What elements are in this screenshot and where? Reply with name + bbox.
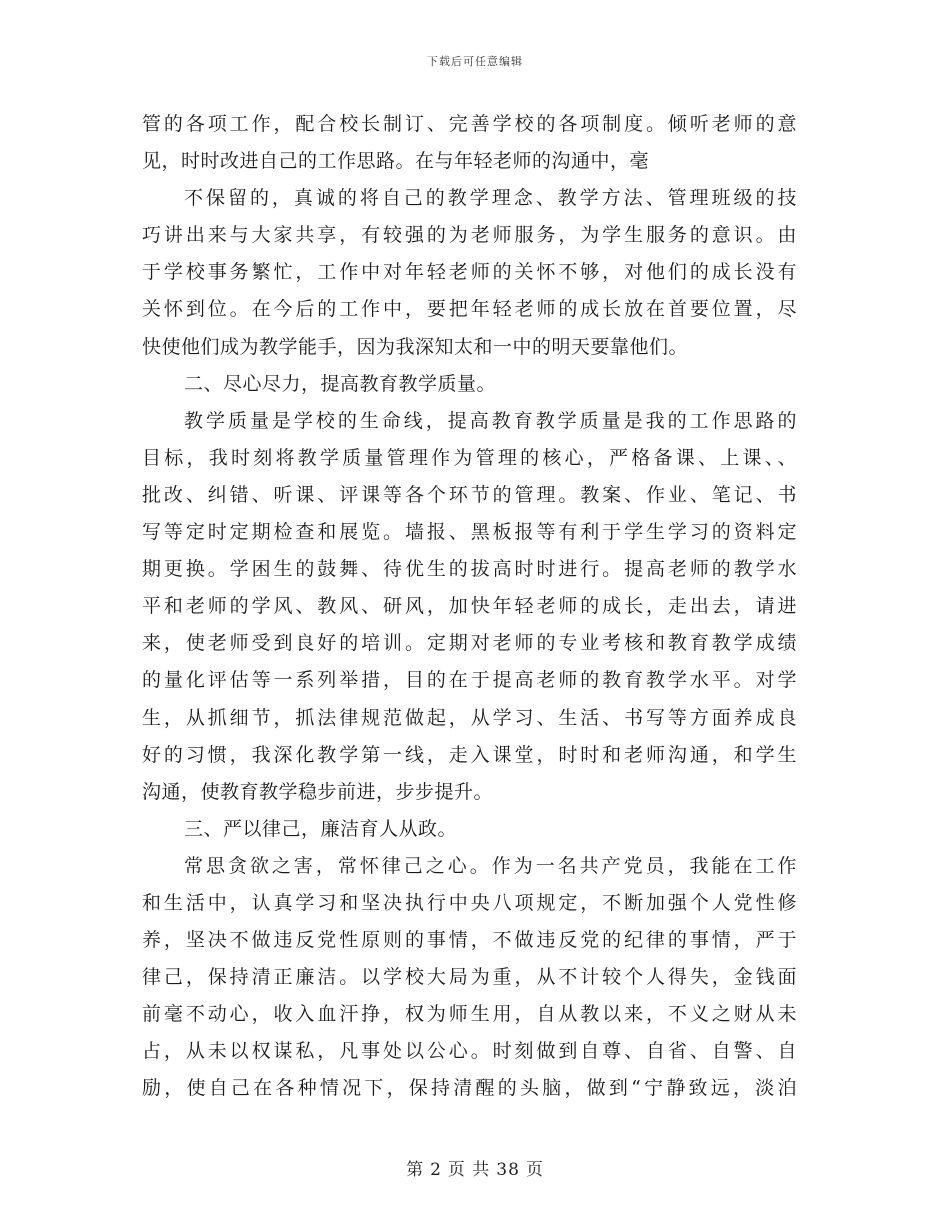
text-line: 励，使自己在各种情况下，保持清醒的头脑，做到“宁静致远，淡泊 xyxy=(142,1077,797,1100)
text-line: 期更换。学困生的鼓舞、待优生的拔高时时进行。提高老师的教学水 xyxy=(142,558,797,581)
text-line: 好的习惯，我深化教学第一线，走入课堂，时时和老师沟通，和学生 xyxy=(142,743,797,766)
text-line: 巧讲出来与大家共享，有较强的为老师服务，为学生服务的意识。由 xyxy=(142,224,797,247)
page-footer xyxy=(0,1155,950,1180)
section-heading: 二、尽心尽力，提高教育教学质量。 xyxy=(184,372,497,395)
text-line: 律己，保持清正廉洁。以学校大局为重，从不计较个人得失，金钱面 xyxy=(142,966,797,989)
text-line: 和生活中，认真学习和坚决执行中央八项规定，不断加强个人党性修 xyxy=(142,891,797,914)
text-line: 平和老师的学风、教风、研风，加快年轻老师的成长，走出去，请进 xyxy=(142,595,797,618)
page-header: 下载后可任意编辑 xyxy=(427,55,523,68)
text-line: 常思贪欲之害，常怀律己之心。作为一名共产党员，我能在工作 xyxy=(184,854,797,877)
section-heading: 三、严以律己，廉洁育人从政。 xyxy=(184,817,458,840)
text-line: 生，从抓细节，抓法律规范做起，从学习、生活、书写等方面养成良 xyxy=(142,706,797,729)
text-line: 目标，我时刻将教学质量管理作为管理的核心，严格备课、上课、、 xyxy=(142,446,797,469)
text-line: 快使他们成为教学能手，因为我深知太和一中的明天要靠他们。 xyxy=(142,335,689,358)
page-total: 38 xyxy=(496,1160,520,1180)
text-line: 见，时时改进自己的工作思路。在与年轻老师的沟通中，毫 xyxy=(142,150,650,173)
document-body xyxy=(142,106,797,1108)
text-line: 关怀到位。在今后的工作中，要把年轻老师的成长放在首要位置，尽 xyxy=(142,298,797,321)
page-number: 2 xyxy=(430,1160,442,1180)
text-line: 的量化评估等一系列举措，目的在于提高老师的教育教学水平。对学 xyxy=(142,669,797,692)
text-line: 沟通，使教育教学稳步前进，步步提升。 xyxy=(142,780,494,803)
text-line: 前毫不动心，收入血汗挣，权为师生用，自从教以来，不义之财从未 xyxy=(142,1003,797,1026)
text-line: 于学校事务繁忙，工作中对年轻老师的关怀不够，对他们的成长没有 xyxy=(142,261,797,284)
text-line: 管的各项工作，配合校长制订、完善学校的各项制度。倾听老师的意 xyxy=(142,113,797,135)
text-line: 占，从未以权谋私，凡事处以公心。时刻做到自尊、自省、自警、自 xyxy=(142,1040,797,1063)
text-line: 教学质量是学校的生命线，提高教育教学质量是我的工作思路的 xyxy=(184,409,797,432)
text-line: 批改、纠错、听课、评课等各个环节的管理。教案、作业、笔记、书 xyxy=(142,483,797,506)
text-line: 养，坚决不做违反党性原则的事情，不做违反党的纪律的事情，严于 xyxy=(142,929,797,952)
page-label-pre: 第 xyxy=(406,1160,425,1180)
page-label-post: 页 xyxy=(525,1160,544,1180)
page-label-mid: 页 共 xyxy=(447,1160,491,1180)
text-line: 来，使老师受到良好的培训。定期对老师的专业考核和教育教学成绩 xyxy=(142,632,797,655)
text-line: 写等定时定期检查和展览。墙报、黑板报等有利于学生学习的资料定 xyxy=(142,521,797,544)
text-line: 不保留的，真诚的将自己的教学理念、教学方法、管理班级的技 xyxy=(184,187,797,210)
